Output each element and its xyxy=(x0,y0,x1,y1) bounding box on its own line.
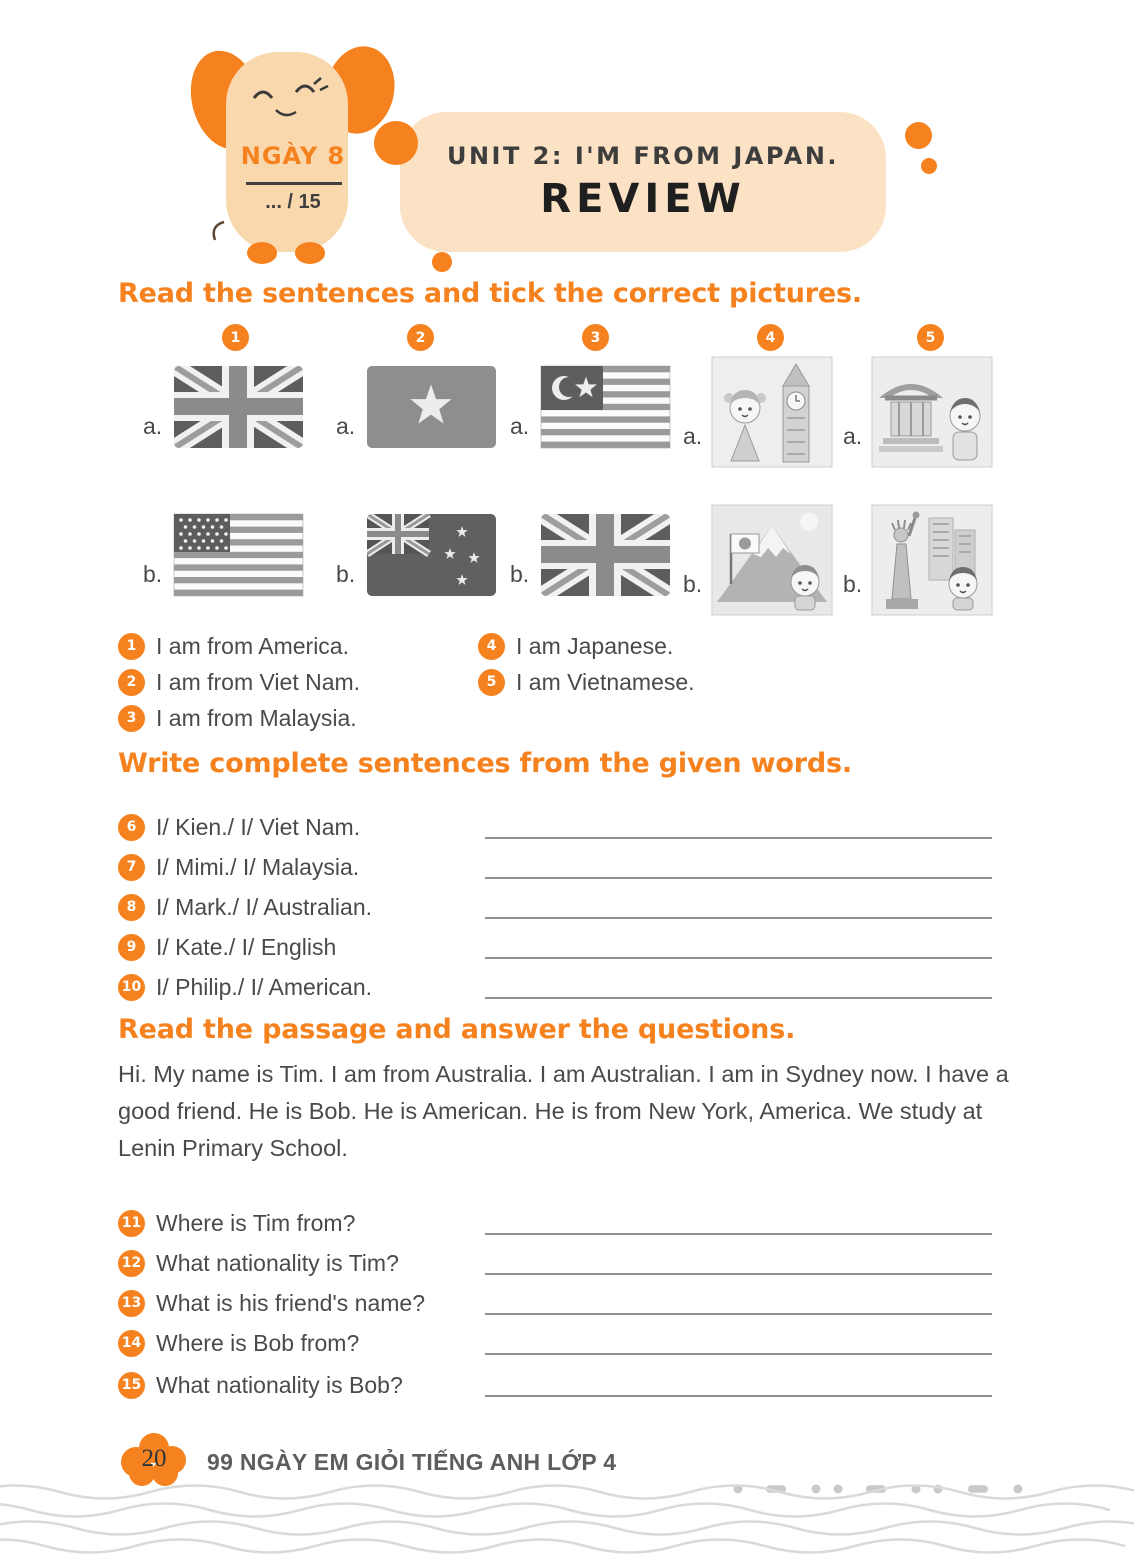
answer-line xyxy=(485,917,992,919)
writing-prompt: I/ Kate./ I/ English xyxy=(156,933,337,960)
item-number-badge: 2 xyxy=(118,669,145,696)
section2-heading: Write complete sentences from the given words. xyxy=(118,748,852,779)
answer-line xyxy=(485,957,992,959)
girl-with-big-ben-image xyxy=(711,356,833,468)
unit-title: UNIT 2: I'M FROM JAPAN. xyxy=(446,142,840,170)
answer-line xyxy=(485,1313,992,1315)
option-label: b. xyxy=(143,561,163,587)
item-number-badge: 6 xyxy=(118,814,145,841)
option-label: a. xyxy=(683,423,703,449)
section3-heading: Read the passage and answer the questions. xyxy=(118,1014,796,1045)
item-number-badge: 3 xyxy=(582,324,609,351)
item-number-badge: 14 xyxy=(118,1330,145,1357)
sentence-text: I am from Viet Nam. xyxy=(156,668,361,695)
sentence-text: I am Vietnamese. xyxy=(516,668,695,695)
circle-decoration xyxy=(374,121,418,165)
uk-flag-image xyxy=(538,504,673,606)
score-label: ... / 15 xyxy=(265,191,321,213)
unit-banner xyxy=(400,112,886,252)
answer-line xyxy=(485,1233,992,1235)
writing-prompt: I/ Philip./ I/ American. xyxy=(156,973,373,1000)
option-cell xyxy=(510,356,673,458)
elephant-mascot xyxy=(190,36,395,268)
circle-decoration xyxy=(905,122,932,149)
item-number-badge: 15 xyxy=(118,1372,145,1399)
sentence-item xyxy=(478,667,695,697)
option-label: b. xyxy=(683,571,703,597)
item-number-badge: 5 xyxy=(478,669,505,696)
boy-with-temple-image xyxy=(871,356,993,468)
answer-line xyxy=(485,877,992,879)
sentence-text: I am from Malaysia. xyxy=(156,704,357,731)
statue-of-liberty-with-boy-image xyxy=(871,504,993,616)
writing-item xyxy=(118,970,992,1004)
item-number-badge: 2 xyxy=(407,324,434,351)
option-label: a. xyxy=(336,413,356,439)
option-cell xyxy=(683,356,833,468)
item-number-badge: 3 xyxy=(118,705,145,732)
sentence-item xyxy=(118,631,349,661)
item-number-badge: 4 xyxy=(478,633,505,660)
question-item xyxy=(118,1286,992,1320)
circle-decoration xyxy=(432,252,452,272)
new-zealand-flag-image xyxy=(364,504,499,606)
review-title: REVIEW xyxy=(540,176,746,222)
writing-item xyxy=(118,930,992,964)
malaysia-flag-image xyxy=(538,356,673,458)
wave-decoration xyxy=(0,1478,1134,1559)
book-title: 99 NGÀY EM GIỎI TIẾNG ANH LỚP 4 xyxy=(207,1449,617,1475)
answer-line xyxy=(485,1395,992,1397)
option-cell xyxy=(843,356,993,468)
question-item xyxy=(118,1368,992,1402)
uk-flag-image xyxy=(171,356,306,458)
option-cell xyxy=(336,504,499,606)
answer-line xyxy=(485,837,992,839)
answer-line xyxy=(485,997,992,999)
item-number-badge: 13 xyxy=(118,1290,145,1317)
writing-item xyxy=(118,810,992,844)
item-number-badge: 4 xyxy=(757,324,784,351)
writing-prompt: I/ Kien./ I/ Viet Nam. xyxy=(156,813,361,840)
question-item xyxy=(118,1246,992,1280)
item-number-badge: 8 xyxy=(118,894,145,921)
writing-item xyxy=(118,890,992,924)
mount-fuji-with-boy-image xyxy=(711,504,833,616)
sentence-item xyxy=(118,667,360,697)
option-label: a. xyxy=(143,413,163,439)
option-cell xyxy=(683,504,833,616)
option-cell xyxy=(843,504,993,616)
item-number-badge: 10 xyxy=(118,974,145,1001)
passage-text: Hi. My name is Tim. I am from Australia. I am Australian. I am in Sydney now. I have a good friend. He is Bob. He is American. He is from New York, America. We study at Lenin Primary School. xyxy=(118,1061,1009,1161)
answer-line xyxy=(485,1353,992,1355)
item-number-badge: 12 xyxy=(118,1250,145,1277)
option-cell xyxy=(143,356,306,458)
question-text: Where is Bob from? xyxy=(156,1329,360,1356)
answer-line xyxy=(485,1273,992,1275)
section1-heading: Read the sentences and tick the correct pictures. xyxy=(118,278,862,309)
option-label: b. xyxy=(843,571,863,597)
sentence-text: I am Japanese. xyxy=(516,632,674,659)
question-text: What nationality is Tim? xyxy=(156,1249,399,1276)
question-text: What nationality is Bob? xyxy=(156,1371,403,1398)
option-cell xyxy=(143,504,306,606)
option-label: b. xyxy=(510,561,530,587)
question-item xyxy=(118,1206,992,1240)
usa-flag-image xyxy=(171,504,306,606)
option-label: a. xyxy=(510,413,530,439)
item-number-badge: 7 xyxy=(118,854,145,881)
item-number-badge: 5 xyxy=(917,324,944,351)
circle-decoration xyxy=(921,158,937,174)
writing-prompt: I/ Mimi./ I/ Malaysia. xyxy=(156,853,360,880)
sentence-item xyxy=(478,631,673,661)
item-number-badge: 11 xyxy=(118,1210,145,1237)
question-text: What is his friend's name? xyxy=(156,1289,426,1316)
page-number: 20 xyxy=(141,1445,167,1472)
option-label: b. xyxy=(336,561,356,587)
vietnam-flag-image xyxy=(364,356,499,458)
sentence-item xyxy=(118,703,357,733)
writing-prompt: I/ Mark./ I/ Australian. xyxy=(156,893,373,920)
question-text: Where is Tim from? xyxy=(156,1209,356,1236)
option-label: a. xyxy=(843,423,863,449)
item-number-badge: 9 xyxy=(118,934,145,961)
sentence-text: I am from America. xyxy=(156,632,349,659)
item-number-badge: 1 xyxy=(118,633,145,660)
writing-item xyxy=(118,850,992,884)
question-item xyxy=(118,1326,992,1360)
option-cell xyxy=(336,356,499,458)
option-cell xyxy=(510,504,673,606)
item-number-badge: 1 xyxy=(222,324,249,351)
score-divider xyxy=(246,182,342,185)
day-label: NGÀY 8 xyxy=(240,142,346,170)
